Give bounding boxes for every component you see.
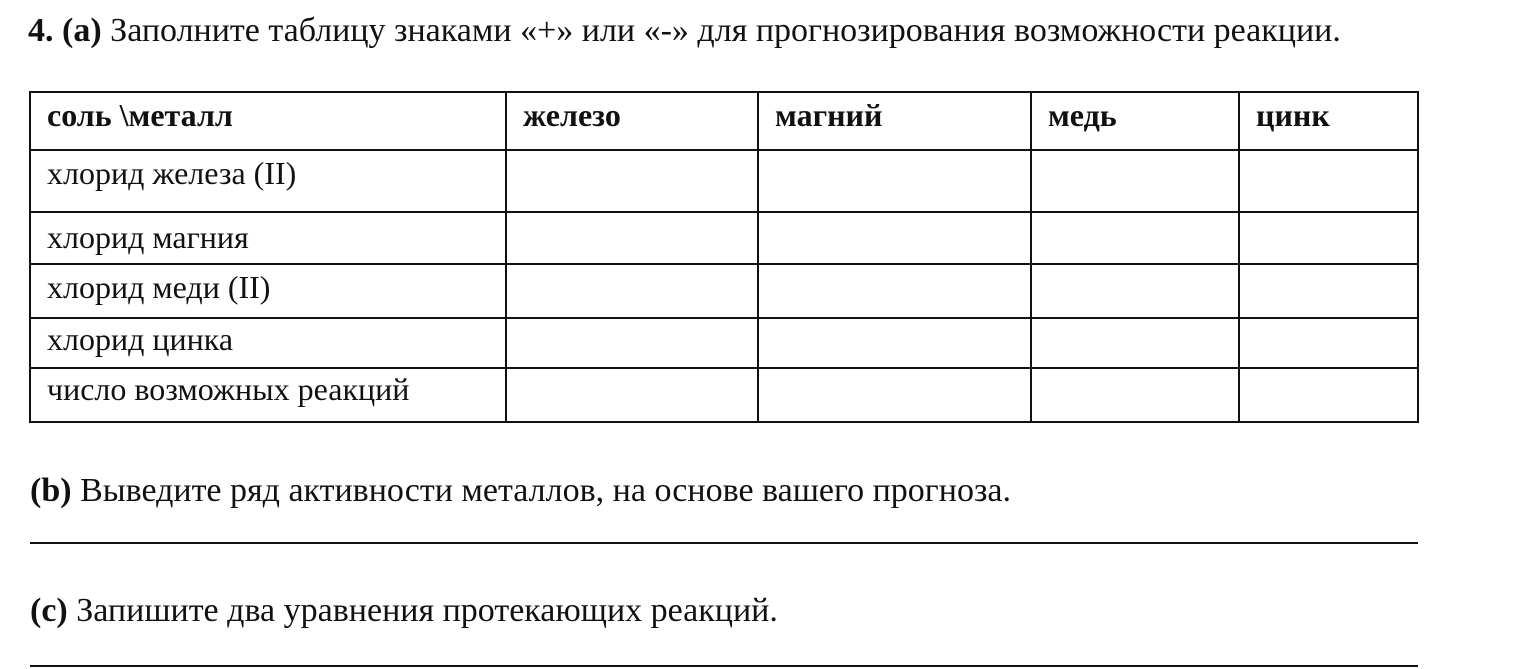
answer-cell[interactable] bbox=[758, 264, 1031, 318]
row-label: хлорид магния bbox=[30, 212, 506, 264]
answer-cell[interactable] bbox=[506, 318, 758, 368]
question-number: 4. bbox=[28, 12, 54, 49]
part-c-text: Запишите два уравнения протекающих реакций. bbox=[67, 592, 778, 629]
part-c-prompt bbox=[30, 590, 778, 632]
header-copper: медь bbox=[1031, 92, 1239, 150]
answer-cell[interactable] bbox=[506, 212, 758, 264]
part-a-label: (a) bbox=[62, 12, 102, 49]
row-label: хлорид железа (II) bbox=[30, 150, 506, 212]
answer-cell[interactable] bbox=[1239, 212, 1418, 264]
part-c-answer-line[interactable] bbox=[30, 665, 1418, 667]
table-row bbox=[30, 368, 1418, 422]
answer-cell[interactable] bbox=[506, 264, 758, 318]
answer-cell[interactable] bbox=[758, 212, 1031, 264]
table-header-row bbox=[30, 92, 1418, 150]
table-row bbox=[30, 264, 1418, 318]
answer-cell[interactable] bbox=[758, 150, 1031, 212]
answer-cell[interactable] bbox=[1239, 318, 1418, 368]
answer-cell[interactable] bbox=[758, 318, 1031, 368]
answer-cell[interactable] bbox=[1031, 368, 1239, 422]
answer-cell[interactable] bbox=[1239, 150, 1418, 212]
answer-cell[interactable] bbox=[1239, 368, 1418, 422]
row-label: хлорид меди (II) bbox=[30, 264, 506, 318]
answer-cell[interactable] bbox=[1031, 318, 1239, 368]
part-a-text: Заполните таблицу знаками «+» или «-» для прогнозирования возможности реакции. bbox=[101, 12, 1341, 49]
part-b-prompt bbox=[30, 470, 1011, 512]
answer-cell[interactable] bbox=[1031, 264, 1239, 318]
header-salt-metal: соль \металл bbox=[30, 92, 506, 150]
answer-cell[interactable] bbox=[1031, 150, 1239, 212]
table-row bbox=[30, 212, 1418, 264]
row-label: хлорид цинка bbox=[30, 318, 506, 368]
question-title bbox=[28, 10, 1341, 52]
part-b-label: (b) bbox=[30, 472, 72, 509]
row-label: число возможных реакций bbox=[30, 368, 506, 422]
answer-cell[interactable] bbox=[758, 368, 1031, 422]
answer-cell[interactable] bbox=[506, 150, 758, 212]
prediction-table bbox=[29, 91, 1419, 423]
answer-cell[interactable] bbox=[1031, 212, 1239, 264]
part-b-answer-line[interactable] bbox=[30, 542, 1418, 544]
table-row bbox=[30, 150, 1418, 212]
answer-cell[interactable] bbox=[1239, 264, 1418, 318]
header-iron: железо bbox=[506, 92, 758, 150]
answer-cell[interactable] bbox=[506, 368, 758, 422]
part-b-text: Выведите ряд активности металлов, на основе вашего прогноза. bbox=[71, 472, 1011, 509]
header-zinc: цинк bbox=[1239, 92, 1418, 150]
table-row bbox=[30, 318, 1418, 368]
part-c-label: (c) bbox=[30, 592, 68, 629]
header-magnesium: магний bbox=[758, 92, 1031, 150]
